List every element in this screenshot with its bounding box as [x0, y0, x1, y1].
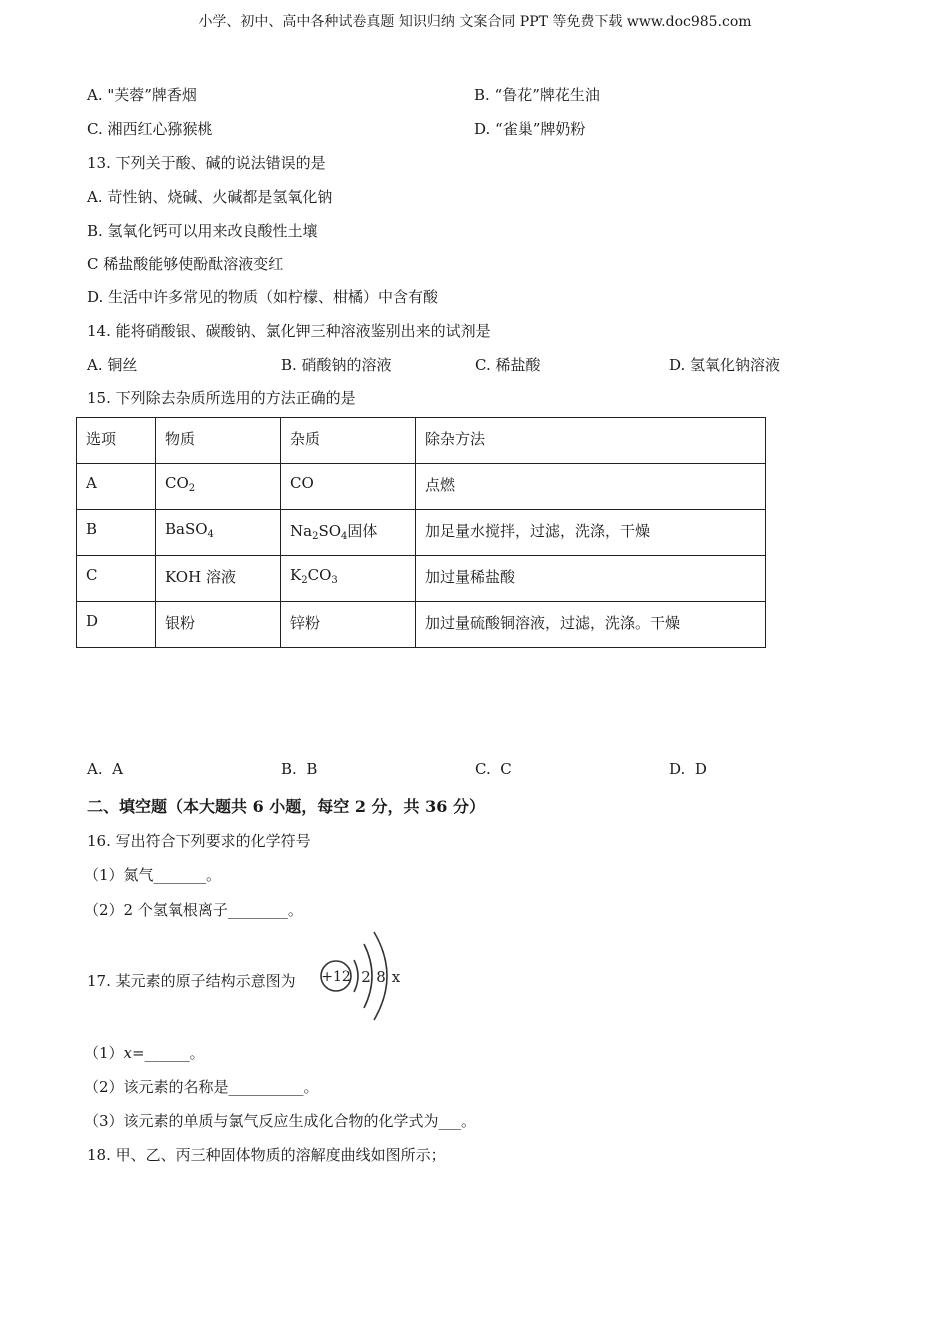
q15-option-a: A. A	[87, 760, 123, 778]
table-cell-substance: 银粉	[156, 602, 281, 648]
shell-2-electrons: 8	[376, 968, 386, 986]
table-cell-option: A	[77, 464, 156, 510]
table-cell-impurity: 锌粉	[281, 602, 416, 648]
table-header-row	[77, 418, 766, 464]
table-row	[77, 556, 766, 602]
q12-option-d: D. “雀巢”牌奶粉	[474, 120, 586, 138]
table-cell-impurity: $Na_2SO_4$固体	[281, 510, 416, 556]
q16-part-1: （1）氮气_______。	[84, 866, 222, 884]
table-cell-impurity: $K_2CO_3$	[281, 556, 416, 602]
table-cell-substance: BaSO$_4$	[156, 510, 281, 556]
q12-option-b: B. “鲁花”牌花生油	[474, 86, 600, 104]
table-header-cell: 杂质	[281, 418, 416, 464]
q14-stem: 14. 能将硝酸银、碳酸钠、氯化钾三种溶液鉴别出来的试剂是	[87, 322, 491, 340]
page-header: 小学、初中、高中各种试卷真题 知识归纳 文案合同 PPT 等免费下载 www.doc985.com	[198, 14, 752, 30]
table-header-cell: 除杂方法	[416, 418, 766, 464]
q13-option-d: D. 生活中许多常见的物质（如柠檬、柑橘）中含有酸	[87, 288, 439, 306]
shell-1-electrons: 2	[361, 968, 371, 986]
q13-option-a: A. 苛性钠、烧碱、火碱都是氢氧化钠	[87, 188, 333, 206]
q15-option-d: D. D	[669, 760, 707, 778]
q15-stem: 15. 下列除去杂质所选用的方法正确的是	[87, 389, 356, 407]
electron-shell-1	[354, 960, 358, 992]
q14-option-d: D. 氢氧化钠溶液	[669, 356, 781, 374]
table-header-cell: 物质	[156, 418, 281, 464]
q13-option-b: B. 氢氧化钙可以用来改良酸性土壤	[87, 222, 318, 240]
q15-option-c: C. C	[475, 760, 512, 778]
table-cell-method: 加足量水搅拌，过滤，洗涤，干燥	[416, 510, 766, 556]
q18-stem: 18. 甲、乙、丙三种固体物质的溶解度曲线如图所示；	[87, 1146, 446, 1164]
q15-table	[76, 417, 766, 648]
section-heading: 二、填空题（本大题共 6 小题，每空 2 分，共 36 分）	[87, 797, 485, 816]
q16-stem: 16. 写出符合下列要求的化学符号	[87, 832, 311, 850]
table-row	[77, 602, 766, 648]
q13-option-c: C 稀盐酸能够使酚酞溶液变红	[87, 255, 284, 273]
table-cell-option: D	[77, 602, 156, 648]
q15-option-b: B. B	[281, 760, 318, 778]
shell-3-electrons: x	[391, 968, 401, 986]
table-cell-method: 点燃	[416, 464, 766, 510]
atom-structure-diagram	[318, 930, 408, 1022]
table-cell-substance: $CO_2$	[156, 464, 281, 510]
q16-part-2: （2）2 个氢氧根离子________。	[84, 901, 303, 919]
q12-option-c: C. 湘西红心猕猴桃	[87, 120, 213, 138]
table-cell-option: B	[77, 510, 156, 556]
q12-option-a: A. "芙蓉”牌香烟	[87, 86, 197, 104]
q17-part-1: （1）x=______。	[84, 1044, 205, 1062]
table-row	[77, 510, 766, 556]
q17-part-3: （3）该元素的单质与氯气反应生成化合物的化学式为___。	[84, 1112, 477, 1130]
q17-part-2: （2）该元素的名称是__________。	[84, 1078, 319, 1096]
table-header-cell: 选项	[77, 418, 156, 464]
q14-option-a: A. 铜丝	[87, 356, 138, 374]
table-cell-option: C	[77, 556, 156, 602]
q17-stem: 17. 某元素的原子结构示意图为	[87, 972, 296, 990]
table-cell-substance: KOH 溶液	[156, 556, 281, 602]
table-cell-method: 加过量硫酸铜溶液，过滤，洗涤。干燥	[416, 602, 766, 648]
q14-option-c: C. 稀盐酸	[475, 356, 541, 374]
q14-option-b: B. 硝酸钠的溶液	[281, 356, 392, 374]
q13-stem: 13. 下列关于酸、碱的说法错误的是	[87, 154, 326, 172]
nucleus-charge: +12	[321, 969, 351, 985]
table-cell-method: 加过量稀盐酸	[416, 556, 766, 602]
table-cell-impurity: CO	[281, 464, 416, 510]
table-row	[77, 464, 766, 510]
